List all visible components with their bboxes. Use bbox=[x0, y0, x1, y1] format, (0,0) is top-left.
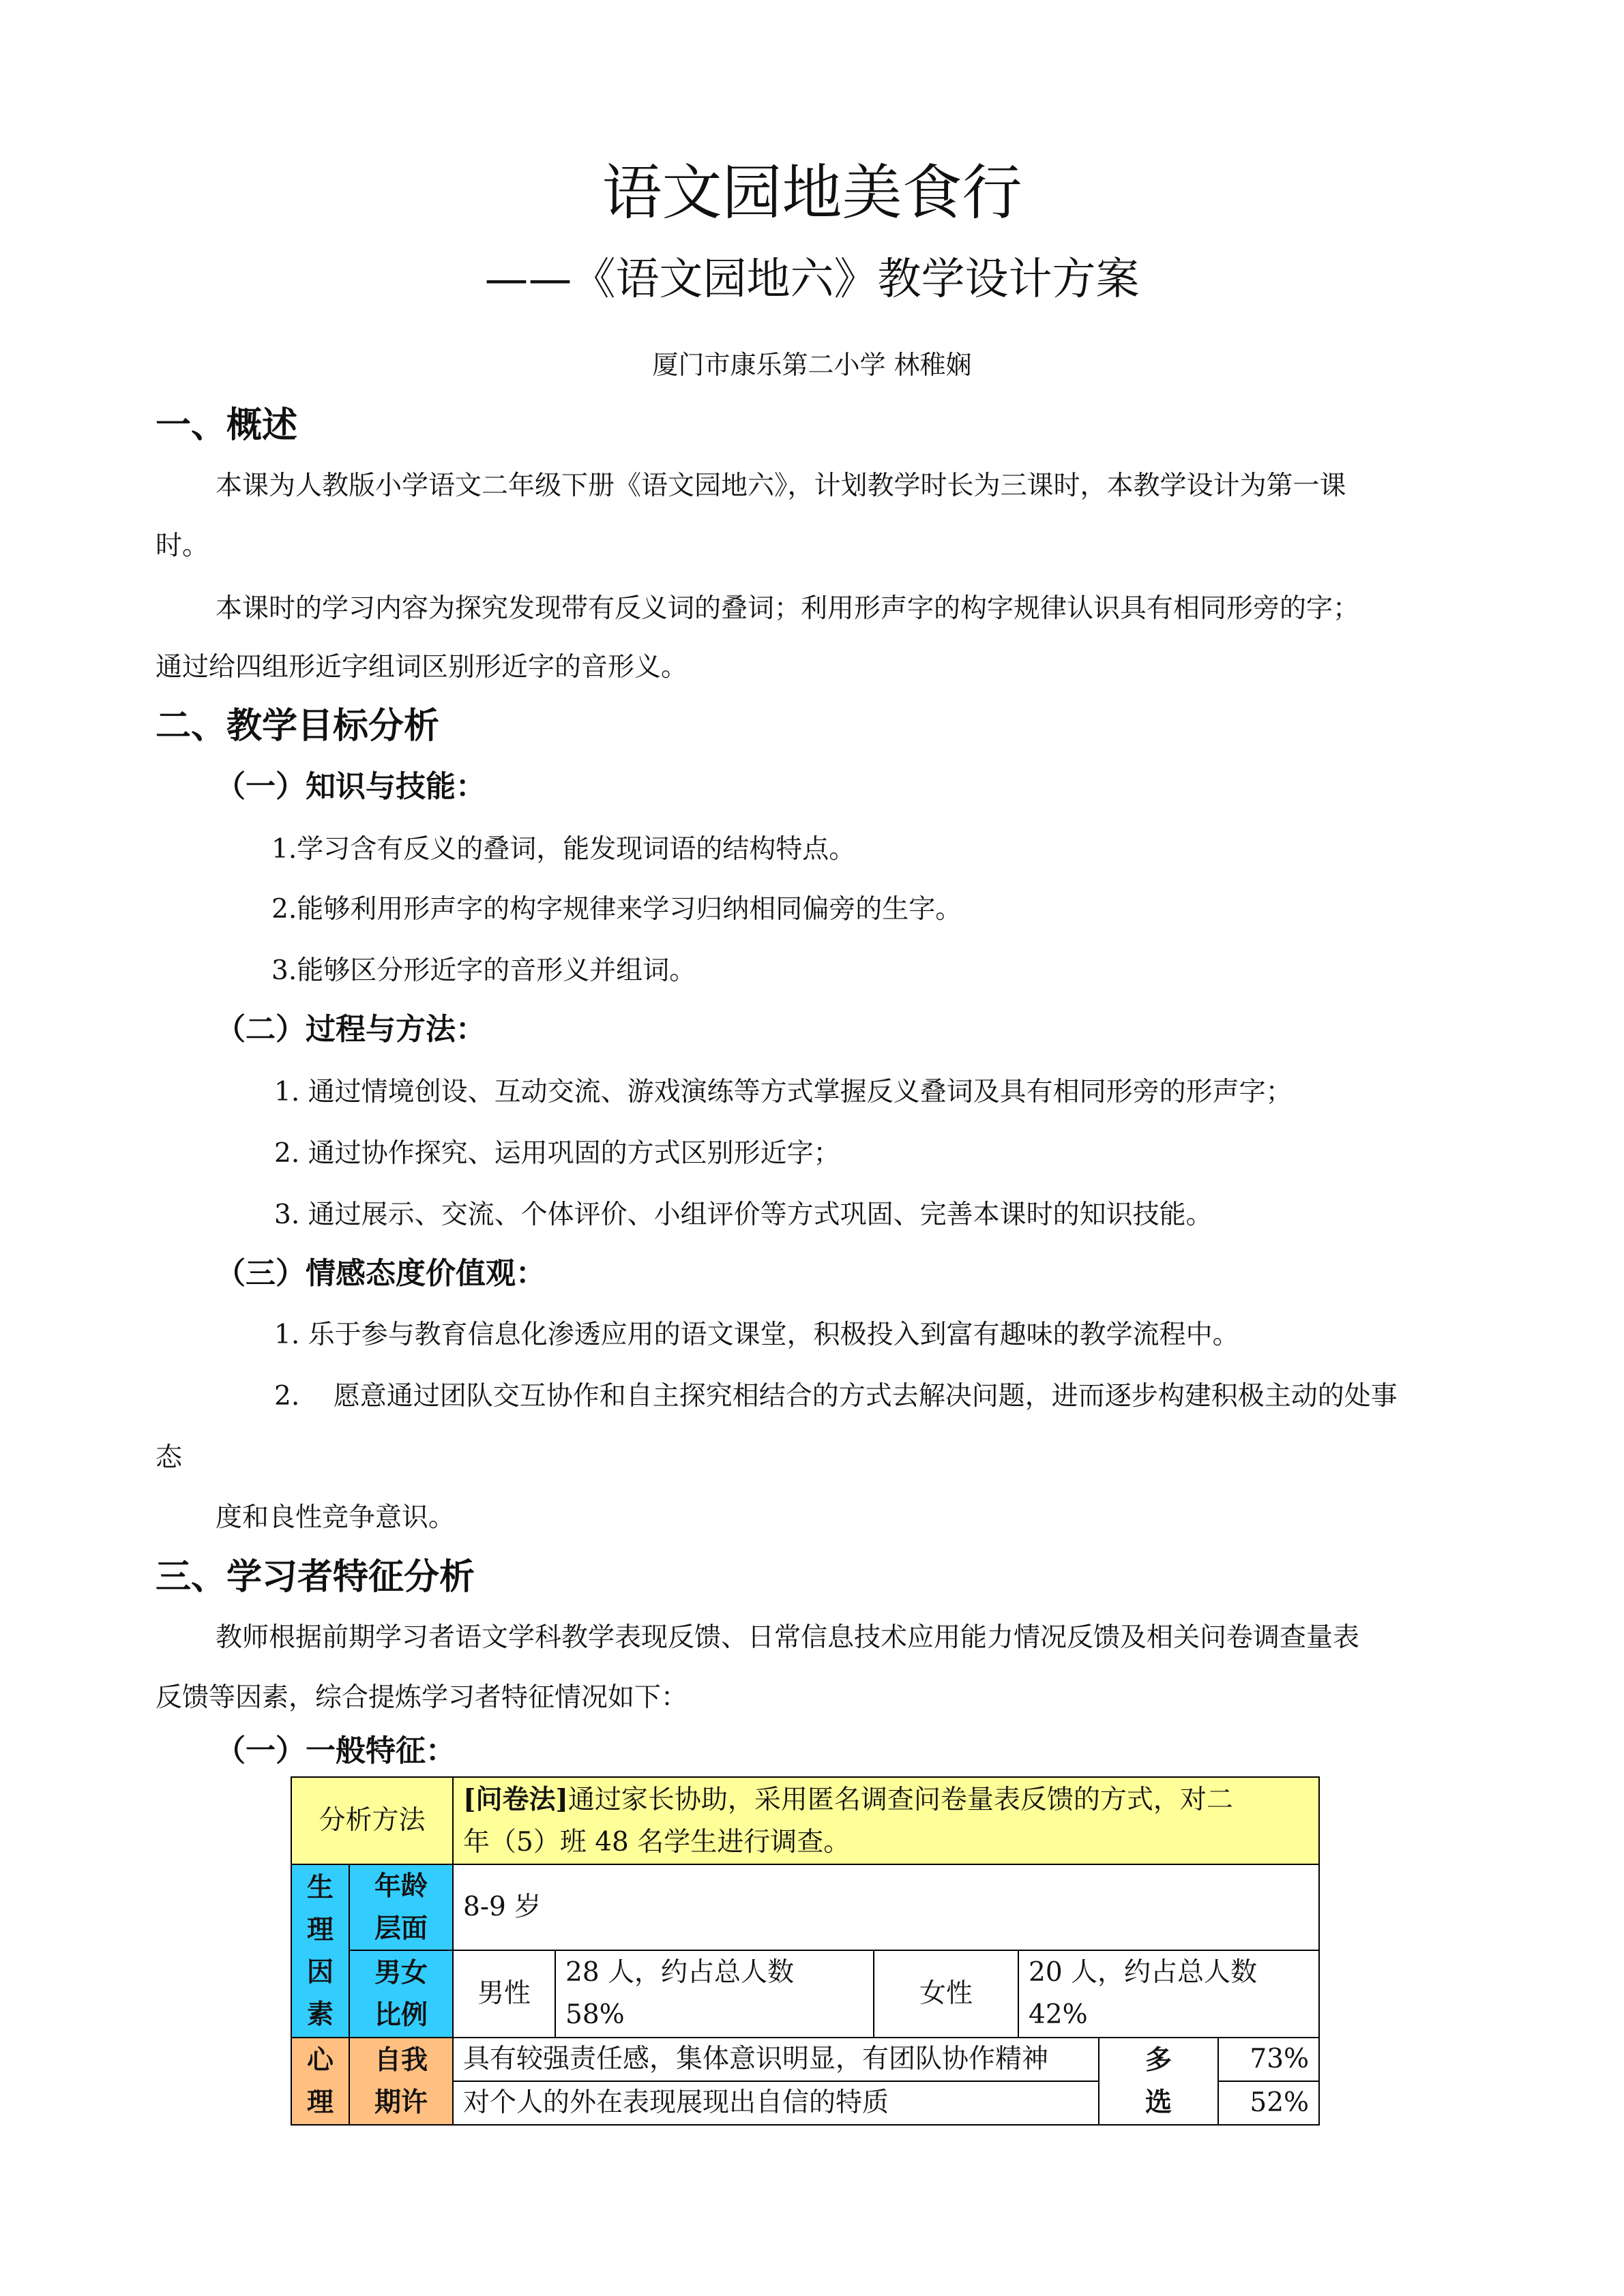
table-row bbox=[291, 2038, 1319, 2081]
method-label: 分析方法 bbox=[291, 1777, 453, 1864]
list-item-wrap: 度和良性竞争意识。 bbox=[216, 1502, 456, 1533]
list-item: 1. 通过情境创设、互动交流、游戏演练等方式掌握反义叠词及具有相同形旁的形声字； bbox=[274, 1077, 1293, 1107]
paragraph-line: 通过给四组形近字组词区别形近字的音形义。 bbox=[156, 652, 688, 683]
trait-percent: 52% bbox=[1218, 2081, 1319, 2125]
trait-text: 具有较强责任感，集体意识明显，有团队协作精神 bbox=[453, 2038, 1099, 2081]
section-heading-learners: 三、学习者特征分析 bbox=[156, 1557, 475, 1598]
physiological-factors-label: 生 理 因 素 bbox=[291, 1864, 349, 2038]
list-item-wrap: 态 bbox=[156, 1442, 183, 1473]
paragraph-line: 本课时的学习内容为探究发现带有反义词的叠词；利用形声字的构字规律认识具有相同形旁的字； bbox=[216, 593, 1360, 624]
list-item: 1. 乐于参与教育信息化渗透应用的语文课堂，积极投入到富有趣味的教学流程中。 bbox=[274, 1320, 1239, 1350]
list-item: 2. 通过协作探究、运用巩固的方式区别形近字； bbox=[274, 1138, 840, 1169]
section-heading-objectives: 二、教学目标分析 bbox=[156, 706, 440, 747]
table-row bbox=[291, 1950, 1319, 2038]
list-item: 2.能够利用形声字的构字规律来学习归纳相同偏旁的生字。 bbox=[271, 894, 962, 925]
multi-select-label: 多 选 bbox=[1099, 2038, 1218, 2125]
gender-ratio-label: 男女 比例 bbox=[349, 1950, 453, 2038]
method-tag: [问卷法] bbox=[463, 1783, 568, 1815]
list-item: 1.学习含有反义的叠词，能发现词语的结构特点。 bbox=[271, 834, 856, 865]
section-heading-overview: 一、概述 bbox=[156, 405, 298, 446]
paragraph-line: 反馈等因素，综合提炼学习者特征情况如下： bbox=[156, 1682, 688, 1713]
subsection-heading-knowledge: （一）知识与技能： bbox=[216, 769, 486, 804]
male-label: 男性 bbox=[453, 1950, 555, 2038]
list-item: 3. 通过展示、交流、个体评价、小组评价等方式巩固、完善本课时的知识技能。 bbox=[274, 1199, 1213, 1230]
learner-characteristics-table bbox=[291, 1776, 1320, 2126]
trait-percent: 73% bbox=[1218, 2038, 1319, 2081]
list-item: 3.能够区分形近字的音形义并组词。 bbox=[271, 955, 696, 986]
psychological-label: 心 理 bbox=[291, 2038, 349, 2125]
female-label: 女性 bbox=[874, 1950, 1018, 2038]
page-subtitle: ——《语文园地六》教学设计方案 bbox=[484, 254, 1140, 305]
method-text: 通过家长协助，采用匿名调查问卷量表反馈的方式，对二 bbox=[567, 1784, 1233, 1815]
author-line: 厦门市康乐第二小学 林稚娴 bbox=[652, 350, 972, 380]
paragraph-line: 时。 bbox=[156, 531, 209, 561]
subsection-heading-values: （三）情感态度价值观： bbox=[216, 1256, 546, 1291]
age-label: 年龄 层面 bbox=[349, 1864, 453, 1950]
trait-text: 对个人的外在表现展现出自信的特质 bbox=[453, 2081, 1099, 2125]
method-text: 年（5）班 48 名学生进行调查。 bbox=[463, 1826, 851, 1858]
male-value: 28 人，约占总人数 58% bbox=[555, 1950, 874, 2038]
self-expectation-label: 自我 期许 bbox=[349, 2038, 453, 2125]
list-item: 2. 愿意通过团队交互协作和自主探究相结合的方式去解决问题，进而逐步构建积极主动的处事 bbox=[274, 1381, 1398, 1412]
table-row bbox=[291, 1777, 1319, 1864]
subsection-heading-general: （一）一般特征： bbox=[216, 1733, 456, 1768]
page-title: 语文园地美食行 bbox=[602, 158, 1022, 228]
table-row bbox=[291, 1864, 1319, 1950]
female-value: 20 人，约占总人数 42% bbox=[1018, 1950, 1319, 2038]
paragraph-line: 教师根据前期学习者语文学科教学表现反馈、日常信息技术应用能力情况反馈及相关问卷调查量表 bbox=[216, 1622, 1360, 1653]
method-description bbox=[453, 1777, 1319, 1864]
subsection-heading-process: （二）过程与方法： bbox=[216, 1012, 486, 1047]
age-value: 8-9 岁 bbox=[453, 1864, 1319, 1950]
paragraph-line: 本课为人教版小学语文二年级下册《语文园地六》，计划教学时长为三课时，本教学设计为第一课 bbox=[216, 471, 1346, 501]
